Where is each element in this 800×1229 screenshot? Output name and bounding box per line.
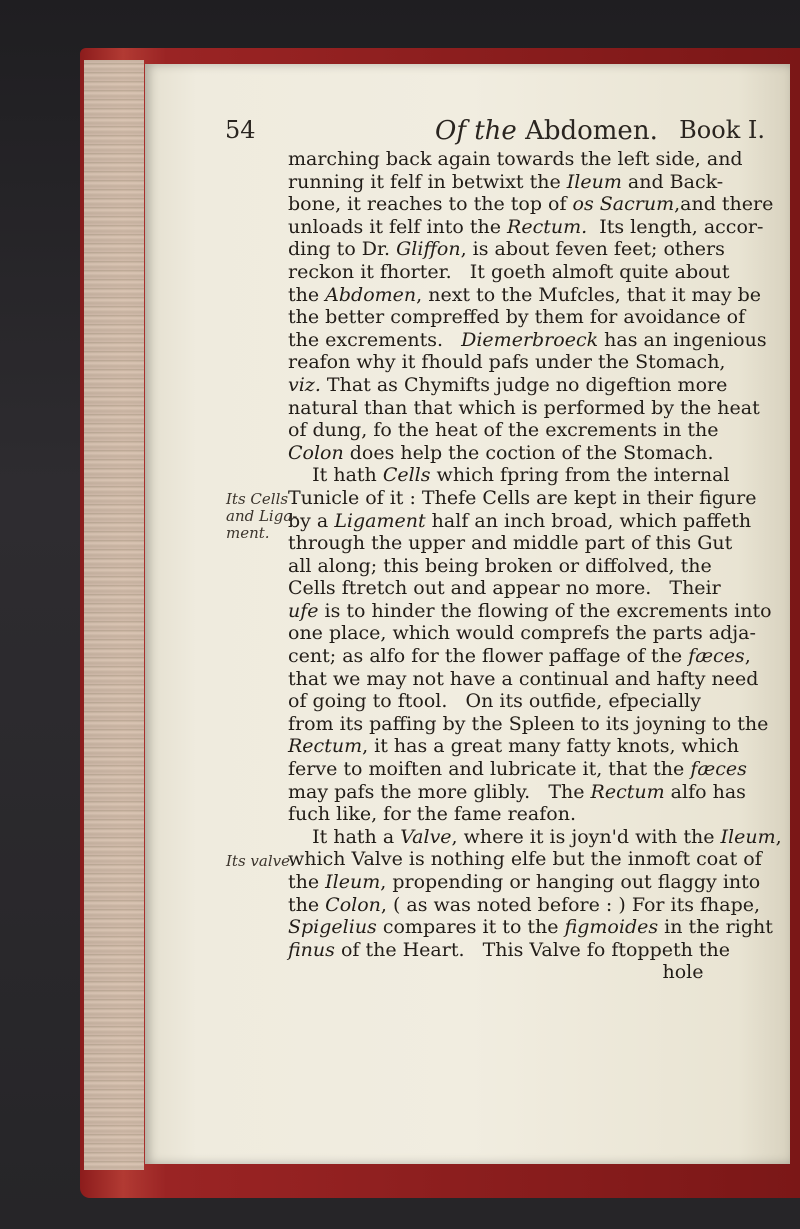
text-run: and Back- [621,170,724,193]
text-run: the [288,893,326,916]
italic-run: finus [288,938,335,961]
text-run: cent; as alfo for the flower paffage of the [288,645,689,668]
text-run: one place, which would comprefs the parts adja- [288,622,756,645]
text-run: , it has a great many fatty knots, which [362,735,740,758]
italic-run: fæces [690,758,747,781]
italic-run: Rectum. [507,215,588,238]
margin-note-line: Its Cells [226,490,289,508]
text-run: from its paffing by the Spleen to its joyning to the [288,712,769,735]
text-line [288,668,768,691]
text-run: Its length, accor- [587,215,764,238]
text-run: the [288,871,326,893]
page-title-prefix: Of the [435,116,517,146]
text-run: ding to Dr. [288,238,397,261]
text-line [288,961,768,984]
text-run: by a [288,509,335,532]
text-run: reafon why it fhould pafs under the Stomach, [288,351,726,374]
text-run: may pafs the more glibly. The [288,780,591,803]
text-run: the [288,283,326,306]
text-line [288,487,768,510]
margin-note-line: ment. [226,524,270,542]
text-line [288,758,768,781]
margin-note-line: and Liga- [226,507,298,525]
text-run: of dung, fo the heat of the excrements in the [288,419,719,442]
text-line [288,284,768,307]
text-run: ferve to moiften and lubricate it, that the [288,758,691,781]
text-line [288,690,768,713]
italic-run: Rectum [288,735,363,758]
text-run: bone, it reaches to the top of [288,193,573,216]
text-run: which fpring from the internal [430,464,730,487]
text-run: unloads it felf into the [288,215,508,238]
italic-run: Colon [325,893,381,916]
text-line [288,510,768,533]
italic-run: Ileum [720,825,776,848]
page-title [435,116,658,146]
body-text [288,148,782,984]
text-run: the excrements. [288,328,462,351]
book-gutter [84,60,144,1170]
text-line [288,148,768,171]
italic-run: Gliffon [396,238,461,261]
text-line [288,329,768,352]
text-line [288,532,768,555]
italic-run: viz. [288,373,321,396]
text-line [288,374,768,397]
text-run: alfo has [664,780,746,803]
text-line [288,645,768,668]
text-run: marching back again towards the left side, and [288,148,743,170]
italic-run: figmoides [564,916,659,939]
book-label: Book I. [679,116,765,144]
text-line [288,464,768,487]
text-line [288,622,768,645]
text-run: of the Heart. This Valve fo ftoppeth the [334,938,731,961]
text-run: of going to ftool. On its outfide, efpecially [288,690,701,713]
italic-run: Diemerbroeck [461,328,599,351]
text-run: hole [288,961,704,984]
text-line [288,397,768,420]
text-run: It hath a [288,825,401,848]
text-run: the better compreffed by them for avoidance of [288,306,746,329]
text-run: , [744,645,751,668]
italic-run: ufe [288,599,319,622]
text-run: Tunicle of it : Thefe Cells are kept in their figure [288,486,757,509]
text-line [288,577,768,600]
text-run: That as Chymifts judge no digeftion more [320,373,728,396]
text-line [288,351,768,374]
text-line [288,894,768,917]
text-line [288,916,773,939]
text-run: ,and there [674,193,774,216]
text-run: fuch like, for the fame reafon. [288,803,576,826]
text-line [288,871,768,894]
italic-run: fæces [688,645,745,668]
text-run: , propending or hanging out flaggy into [380,871,761,893]
italic-run: Colon [288,441,344,464]
text-run: , ( as was noted before : ) For its fhape, [380,893,761,916]
text-line [288,939,768,962]
text-run: in the right [658,916,773,939]
text-line [288,419,768,442]
text-line [288,216,768,239]
italic-run: Rectum [590,780,665,803]
text-line [288,555,768,578]
text-line [288,803,768,826]
text-run: , next to the Mufcles, that it may be [416,283,762,306]
page-title-main: Abdomen. [525,116,658,146]
text-run: , is about feven feet; others [460,238,725,261]
text-line [288,193,774,216]
margin-note-cells [226,491,297,542]
text-line [288,825,782,849]
text-line [288,735,768,758]
text-run: reckon it fhorter. It goeth almoft quite about [288,260,730,283]
text-run: half an inch broad, which paffeth [425,509,752,532]
italic-run: Valve [400,825,452,848]
text-run: Cells ftretch out and appear no more. Their [288,577,721,600]
text-line [288,306,768,329]
text-line [288,261,768,284]
text-line [288,713,768,736]
italic-run: os Sacrum [572,193,675,216]
text-run: that we may not have a continual and hafty need [288,667,759,690]
text-run: natural than that which is performed by the heat [288,396,760,419]
text-run: through the upper and middle part of this Gut [288,532,733,555]
italic-run: Abdomen [325,283,417,306]
italic-run: Ileum [566,170,622,193]
text-run: , where it is joyn'd with the [451,825,721,848]
margin-note-valve [226,853,295,870]
text-run: , [775,825,782,848]
text-line [288,171,768,194]
italic-run: Ligament [334,509,426,532]
text-line [288,599,772,623]
text-run: compares it to the [376,916,565,939]
text-line [288,781,768,804]
text-run: does help the coction of the Stomach. [343,441,714,464]
italic-run: Spigelius [288,916,377,939]
italic-run: Cells [382,464,431,487]
text-run: running it felf in betwixt the [288,170,567,193]
text-run: It hath [288,464,383,487]
text-run: which Valve is nothing elfe but the inmoft coat of [288,848,762,871]
text-run: has an ingenious [598,328,767,351]
text-line [288,848,768,871]
text-run: is to hinder the flowing of the excrements into [318,599,772,622]
page-number: 54 [225,116,256,144]
margin-note-line: Its valve. [226,852,295,870]
text-line [288,238,768,261]
text-run: all along; this being broken or diffolved, the [288,554,712,577]
text-line [288,442,768,465]
italic-run: Ileum [325,871,381,893]
